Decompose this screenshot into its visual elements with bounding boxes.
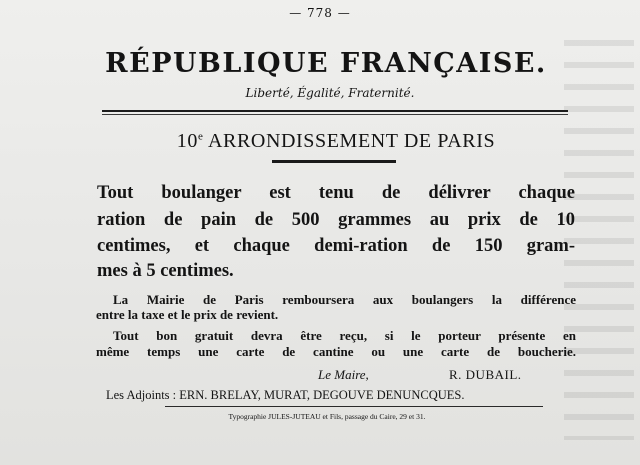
adjoints-line: Les Adjoints : ERN. BRELAY, MURAT, DEGOUVE DENUNCQUES.	[106, 388, 465, 402]
arrondissement-label: ARRONDISSEMENT DE PARIS	[207, 130, 496, 152]
decree-line: ration de pain de 500 grammes au prix de 10	[97, 210, 575, 230]
paragraph-line: même temps une carte de cantine ou une carte de boucherie.	[96, 344, 576, 359]
arrondissement-heading	[0, 130, 640, 153]
decree-line: centimes, et chaque demi-ration de 150 gram-	[97, 236, 575, 256]
heading-underline	[272, 160, 396, 163]
republic-motto: Liberté, Égalité, Fraternité.	[245, 86, 415, 100]
top-divider	[102, 110, 568, 112]
paragraph-line: entre la taxe et le prix de revient.	[96, 307, 279, 322]
page-number: — 778 —	[289, 6, 351, 20]
signature-name: R. DUBAIL.	[449, 367, 522, 382]
bottom-divider	[165, 406, 543, 407]
signature-title: Le Maire,	[318, 367, 369, 382]
printer-credit: Typographie JULES-JUTEAU et Fils, passage du Caire, 29 et 31.	[228, 412, 426, 421]
decree-line: mes à 5 centimes.	[97, 261, 234, 281]
republic-heading: RÉPUBLIQUE FRANÇAISE.	[105, 48, 547, 79]
decree-line: Tout boulanger est tenu de délivrer chaque	[97, 183, 575, 203]
arrondissement-suffix: e	[198, 130, 204, 143]
paragraph-line: La Mairie de Paris remboursera aux boulangers la différence	[113, 292, 576, 307]
paragraph-line: Tout bon gratuit devra être reçu, si le porteur présente en	[113, 328, 576, 343]
top-divider-thin	[102, 114, 568, 115]
arrondissement-number: 10	[176, 130, 198, 152]
